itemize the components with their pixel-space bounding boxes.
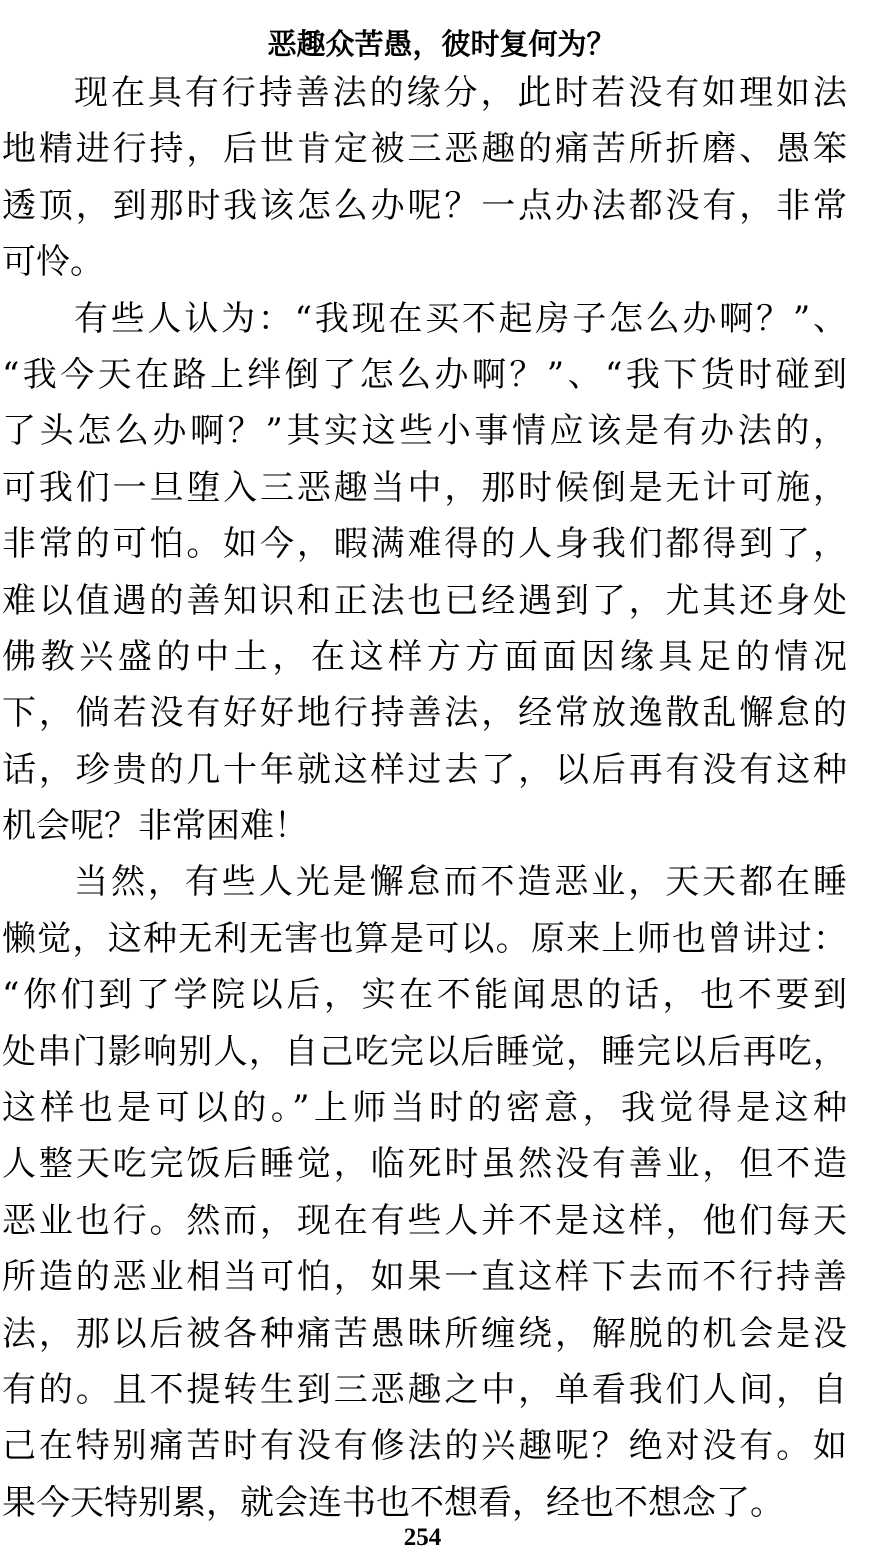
page-number: 254 [403, 1524, 442, 1551]
text-line: 法，那以后被各种痛苦愚昧所缠绕，解脱的机会是没 [2, 1313, 847, 1354]
text-line: 可怜。 [2, 242, 104, 283]
text-line: 非常的可怕。如今，暇满难得的人身我们都得到了， [2, 524, 847, 565]
text-line: 有些人认为：“我现在买不起房子怎么办啊？”、 [74, 298, 847, 339]
text-line: “我今天在路上绊倒了怎么办啊？”、“我下货时碰到 [2, 354, 847, 395]
text-line: 了头怎么办啊？”其实这些小事情应该是有办法的， [2, 411, 847, 452]
text-line: 己在特别痛苦时有没有修法的兴趣呢？绝对没有。如 [2, 1426, 847, 1467]
text-line: 佛教兴盛的中土，在这样方方面面因缘具足的情况 [2, 636, 847, 677]
text-line: 机会呢？非常困难！ [2, 806, 308, 847]
text-line: 当然，有些人光是懈怠而不造恶业，天天都在睡 [74, 862, 847, 903]
text-line: 所造的恶业相当可怕，如果一直这样下去而不行持善 [2, 1257, 847, 1298]
text-line: 难以值遇的善知识和正法也已经遇到了，尤其还身处 [2, 580, 847, 621]
page-title: 恶趣众苦愚，彼时复何为？ [267, 27, 616, 61]
text-line: 果今天特别累，就会连书也不想看，经也不想念了。 [2, 1482, 784, 1523]
text-line: 话，珍贵的几十年就这样过去了，以后再有没有这种 [2, 749, 847, 790]
text-line: 现在具有行持善法的缘分，此时若没有如理如法 [74, 73, 847, 113]
text-line: 恶业也行。然而，现在有些人并不是这样，他们每天 [2, 1200, 847, 1241]
text-line: 人整天吃完饭后睡觉，临死时虽然没有善业，但不造 [2, 1144, 847, 1185]
text-line: 有的。且不提转生到三恶趣之中，单看我们人间，自 [2, 1369, 847, 1410]
text-line: 下，倘若没有好好地行持善法，经常放逸散乱懈怠的 [2, 693, 847, 734]
text-line: 这样也是可以的。”上师当时的密意，我觉得是这种 [2, 1088, 847, 1129]
text-line: 处串门影响别人，自己吃完以后睡觉，睡完以后再吃， [2, 1031, 847, 1072]
text-line: “你们到了学院以后，实在不能闻思的话，也不要到 [2, 975, 847, 1016]
text-line: 透顶，到那时我该怎么办呢？一点办法都没有，非常 [2, 185, 847, 226]
text-line: 地精进行持，后世肯定被三恶趣的痛苦所折磨、愚笨 [2, 129, 847, 170]
text-line: 懒觉，这种无利无害也算是可以。原来上师也曾讲过： [2, 918, 847, 959]
text-line: 可我们一旦堕入三恶趣当中，那时候倒是无计可施， [2, 467, 847, 508]
body-text [2, 65, 847, 1531]
